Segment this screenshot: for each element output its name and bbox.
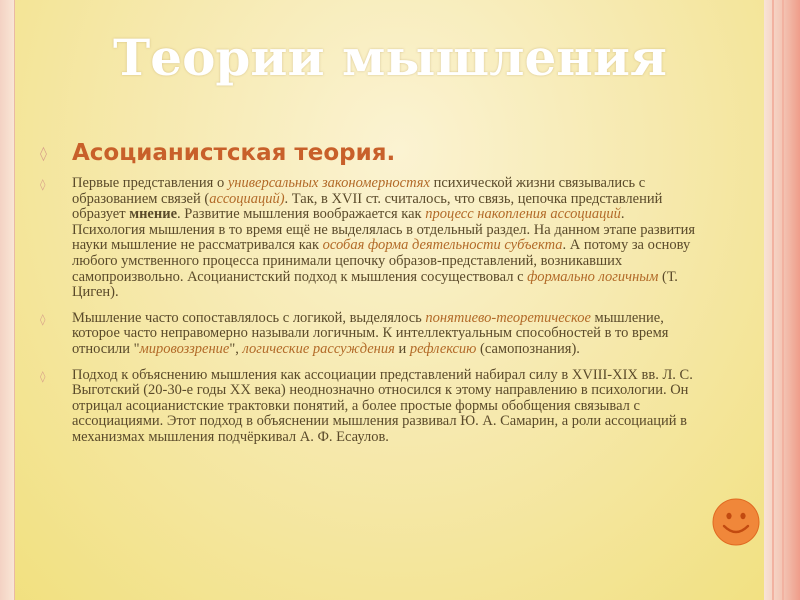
text-run: . А потому за основу любого умственного процесса принимали цепочку образов-представлений, возникавших самопроизвольно. Асоцианистский подход к мышления сосуществовал с <box>72 237 691 285</box>
section-heading-dot: . <box>386 140 396 166</box>
bullet-icon: ◊ <box>40 178 46 191</box>
bullet-icon: ◊ <box>40 146 47 162</box>
paragraph-text <box>72 175 695 300</box>
text-run: (Т. Циген). <box>72 268 678 301</box>
text-run: . Психология мышления в то время ещё не выделялась в отдельный раздел. На данном этапе развития науки мышление не рассматривался как <box>72 206 696 254</box>
border-stripe <box>782 0 784 600</box>
bullet-icon: ◊ <box>40 312 46 326</box>
paragraph-item <box>40 311 700 358</box>
text-run: Подход к объяснению мышления как ассоциации представлений набирал силу в XVIII-XIX вв. Л. С. Выготский (20-30-е годы ХХ века) неоднозначно относился к этому направлению в психологии. Он отрицал асоцианистские трактовки понятий, а более простые формы обобщения связывал с ассоциациями. Этот подход в объяснении мышления развивал Ю. А. Самарин, а роли ассоциаций в механизмах мышления подчёркивал А. Ф. Есаулов. <box>72 366 693 445</box>
section-heading <box>72 140 395 166</box>
text-run: психической жизни связывались с образованием связей ( <box>72 175 646 207</box>
italic-term: понятиево-теоретическое <box>425 309 591 326</box>
smiley-left-eye <box>726 513 731 519</box>
text-run: Мышление часто сопоставлялось с логикой, выделялось <box>72 309 426 326</box>
paragraph-text <box>72 367 693 445</box>
text-run: и <box>394 340 410 357</box>
slide-content <box>40 140 700 456</box>
slide-title: Теории мышления <box>113 28 667 87</box>
italic-term: процесс накопления ассоциаций <box>425 206 621 223</box>
slide-right-border <box>764 0 800 600</box>
paragraph-list <box>40 176 700 446</box>
text-run: (самопознания). <box>476 340 580 357</box>
paragraph-item <box>40 368 700 446</box>
text-run: ", <box>229 340 243 357</box>
smiley-right-eye <box>740 513 745 519</box>
bullet-icon: ◊ <box>40 369 46 383</box>
paragraph-item <box>40 176 700 301</box>
section-heading-text: Асоцианистская теория <box>72 140 387 166</box>
italic-term: ассоциаций) <box>209 190 285 207</box>
text-run: Первые представления о <box>72 175 228 191</box>
slide-left-border <box>0 0 15 600</box>
heading-row <box>40 140 700 166</box>
border-stripe <box>772 0 774 600</box>
italic-term: универсальных закономерностях <box>227 175 430 191</box>
italic-term: формально логичным <box>527 268 659 285</box>
text-run: . Так, в XVII ст. считалось, что связь, цепочка представлений образует <box>72 190 663 223</box>
text-run: мышление, которое часто неправомерно называли логичным. К интеллектуальным способностей в то время относили " <box>72 309 669 357</box>
italic-term: особая форма деятельности субъекта <box>322 237 563 254</box>
bold-term: мнение <box>129 206 178 223</box>
smiley-face-icon <box>712 498 760 546</box>
italic-term: логические рассуждения <box>242 340 395 357</box>
smiley-face-circle <box>713 499 759 545</box>
paragraph-text <box>72 310 668 357</box>
italic-term: мировоззрение <box>139 340 230 357</box>
italic-term: рефлексию <box>409 340 477 357</box>
text-run: . Развитие мышления воображается как <box>177 206 426 223</box>
